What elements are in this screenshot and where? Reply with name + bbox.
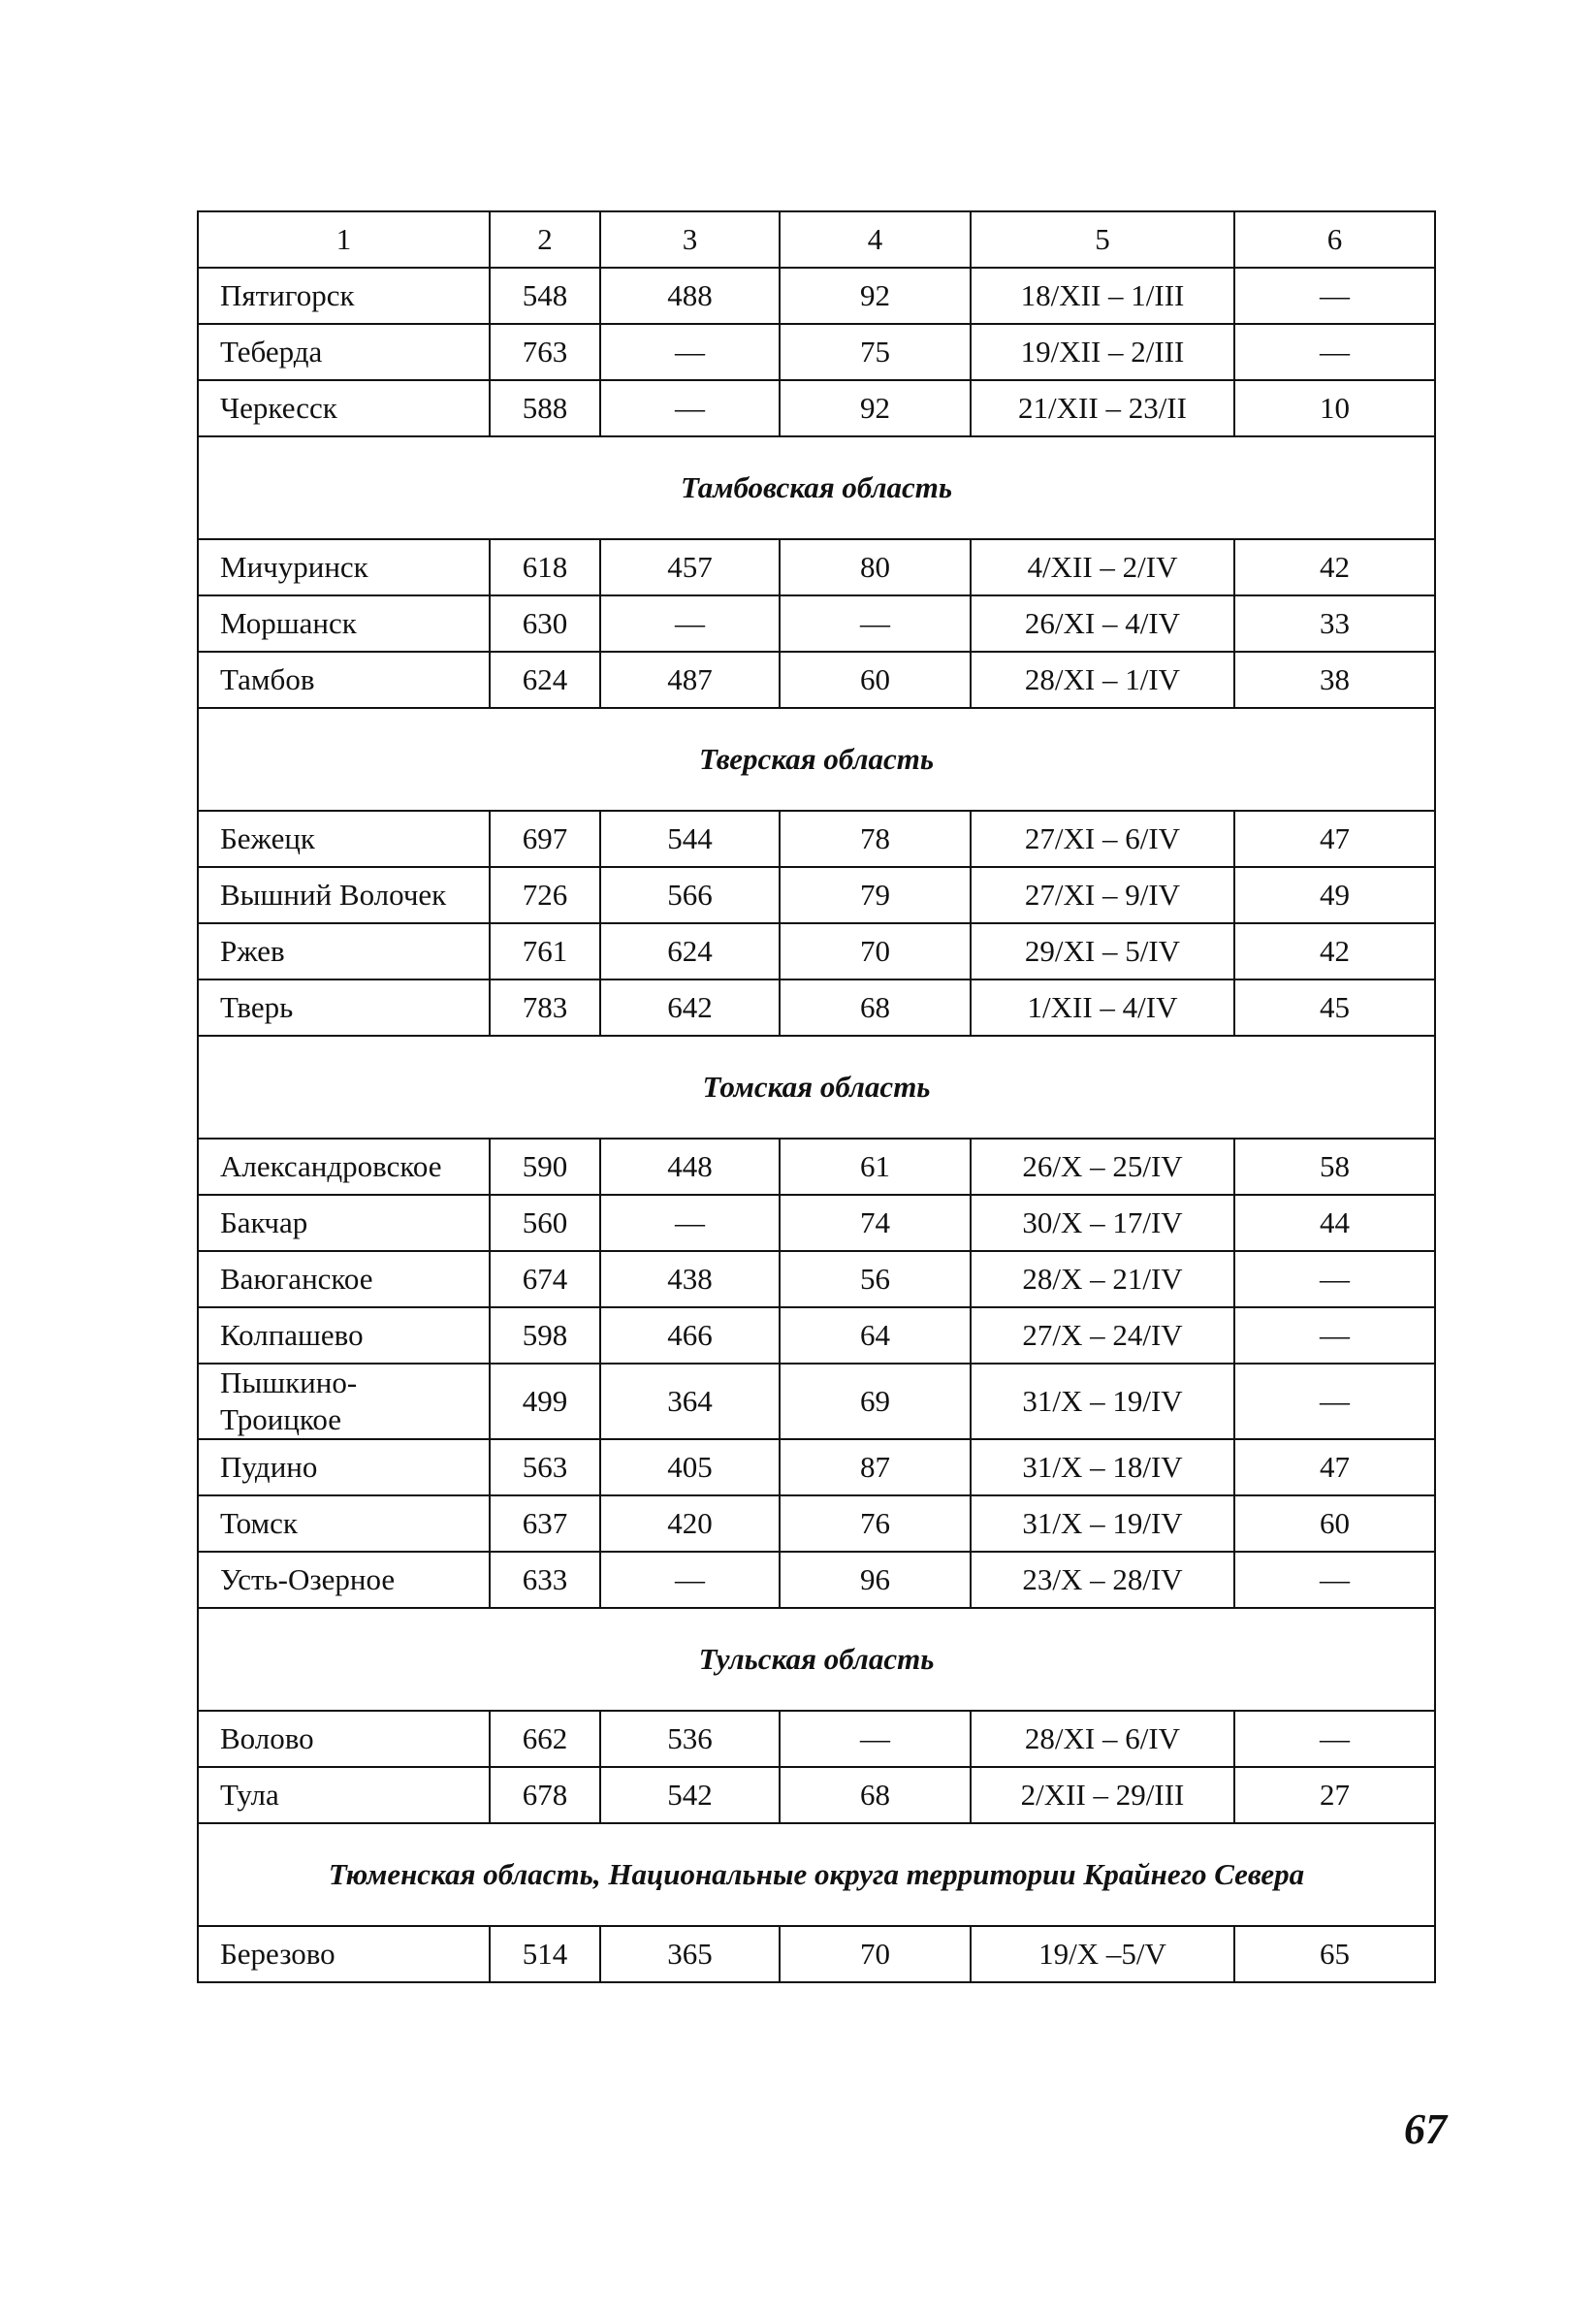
station-name-cell <box>198 380 490 436</box>
table-cell: 514 <box>490 1926 600 1982</box>
table-cell: 76 <box>780 1495 971 1552</box>
station-name-cell <box>198 1139 490 1195</box>
station-name-cell <box>198 811 490 867</box>
table-cell: 64 <box>780 1307 971 1364</box>
table-cell: 30/X – 17/IV <box>971 1195 1234 1251</box>
table-cell: 364 <box>600 1364 780 1439</box>
table-cell: 499 <box>490 1364 600 1439</box>
station-name: Ваюганское <box>220 1262 373 1296</box>
table-cell: 26/X – 25/IV <box>971 1139 1234 1195</box>
table-cell: 47 <box>1234 811 1435 867</box>
table-cell: 27/XI – 9/IV <box>971 867 1234 923</box>
station-name: Тверь <box>220 990 294 1024</box>
table-cell: 92 <box>780 380 971 436</box>
table-cell: 74 <box>780 1195 971 1251</box>
table-row <box>198 1251 1435 1307</box>
table-cell: 763 <box>490 324 600 380</box>
table-cell: 61 <box>780 1139 971 1195</box>
table-cell: 18/XII – 1/III <box>971 268 1234 324</box>
table-cell: 488 <box>600 268 780 324</box>
table-cell: — <box>780 595 971 652</box>
station-name: Волово <box>220 1721 314 1755</box>
station-name-cell <box>198 1251 490 1307</box>
station-name-cell <box>198 1926 490 1982</box>
region-heading: Тульская область <box>198 1608 1435 1711</box>
column-header: 2 <box>490 211 600 268</box>
table-cell: — <box>1234 1251 1435 1307</box>
station-name-cell <box>198 1364 490 1439</box>
table-cell: 10 <box>1234 380 1435 436</box>
station-name: Ржев <box>220 934 285 968</box>
table-row <box>198 1364 1435 1439</box>
table-cell: — <box>1234 324 1435 380</box>
region-heading: Тамбовская область <box>198 436 1435 539</box>
table-cell: 566 <box>600 867 780 923</box>
table-row <box>198 1439 1435 1495</box>
table-cell: 19/X –5/V <box>971 1926 1234 1982</box>
table-cell: 466 <box>600 1307 780 1364</box>
table-cell: 28/X – 21/IV <box>971 1251 1234 1307</box>
table-cell: — <box>1234 1552 1435 1608</box>
station-name: Березово <box>220 1937 335 1971</box>
station-name-cell <box>198 867 490 923</box>
table-row <box>198 979 1435 1036</box>
table-cell: 58 <box>1234 1139 1435 1195</box>
table-row <box>198 595 1435 652</box>
table-cell: 60 <box>780 652 971 708</box>
table-cell: — <box>600 1552 780 1608</box>
table-cell: 42 <box>1234 923 1435 979</box>
station-name-cell <box>198 1711 490 1767</box>
table-cell: 598 <box>490 1307 600 1364</box>
station-name-cell <box>198 1767 490 1823</box>
station-name: Александровское <box>220 1149 442 1183</box>
table-cell: — <box>1234 268 1435 324</box>
table-cell: 633 <box>490 1552 600 1608</box>
table-cell: 65 <box>1234 1926 1435 1982</box>
station-name: Пятигорск <box>220 278 355 312</box>
table-cell: 438 <box>600 1251 780 1307</box>
region-heading-row <box>198 1608 1435 1711</box>
table-row <box>198 1767 1435 1823</box>
table-cell: 544 <box>600 811 780 867</box>
table-cell: — <box>780 1711 971 1767</box>
region-heading: Тверская область <box>198 708 1435 811</box>
table-cell: 70 <box>780 923 971 979</box>
table-cell: — <box>1234 1307 1435 1364</box>
station-name-cell <box>198 979 490 1036</box>
table-cell: 590 <box>490 1139 600 1195</box>
station-name: Бежецк <box>220 821 315 855</box>
station-name-cell <box>198 324 490 380</box>
column-header: 1 <box>198 211 490 268</box>
table-cell: 365 <box>600 1926 780 1982</box>
table-cell: 678 <box>490 1767 600 1823</box>
table-cell: 448 <box>600 1139 780 1195</box>
station-name: Пышкино- Троицкое <box>220 1365 358 1436</box>
table-cell: 548 <box>490 268 600 324</box>
table-cell: 70 <box>780 1926 971 1982</box>
table-cell: 1/XII – 4/IV <box>971 979 1234 1036</box>
table-cell: 31/X – 18/IV <box>971 1439 1234 1495</box>
table-row <box>198 811 1435 867</box>
table-cell: 56 <box>780 1251 971 1307</box>
table-cell: 642 <box>600 979 780 1036</box>
table-cell: 68 <box>780 1767 971 1823</box>
station-name-cell <box>198 1195 490 1251</box>
table-cell: 420 <box>600 1495 780 1552</box>
table-row <box>198 324 1435 380</box>
region-heading: Тюменская область, Национальные округа территории Крайнего Севера <box>198 1823 1435 1926</box>
table-cell: 60 <box>1234 1495 1435 1552</box>
station-name: Колпашево <box>220 1318 364 1352</box>
table-cell: 47 <box>1234 1439 1435 1495</box>
table-row <box>198 268 1435 324</box>
table-cell: 29/XI – 5/IV <box>971 923 1234 979</box>
table-row <box>198 1711 1435 1767</box>
table-cell: 21/XII – 23/II <box>971 380 1234 436</box>
table-row <box>198 380 1435 436</box>
table-cell: 44 <box>1234 1195 1435 1251</box>
station-name-cell <box>198 652 490 708</box>
table-cell: 31/X – 19/IV <box>971 1495 1234 1552</box>
table-row <box>198 923 1435 979</box>
station-name-cell <box>198 1439 490 1495</box>
table-cell: 68 <box>780 979 971 1036</box>
table-cell: 31/X – 19/IV <box>971 1364 1234 1439</box>
station-name: Моршанск <box>220 606 357 640</box>
table-cell: 637 <box>490 1495 600 1552</box>
table-cell: 624 <box>600 923 780 979</box>
region-heading: Томская область <box>198 1036 1435 1139</box>
station-name: Теберда <box>220 335 323 369</box>
table-cell: 624 <box>490 652 600 708</box>
station-name-cell <box>198 539 490 595</box>
column-header: 6 <box>1234 211 1435 268</box>
table-cell: 27/X – 24/IV <box>971 1307 1234 1364</box>
table-cell: 783 <box>490 979 600 1036</box>
table-cell: 38 <box>1234 652 1435 708</box>
table-row <box>198 1195 1435 1251</box>
table-cell: 618 <box>490 539 600 595</box>
table-cell: — <box>600 324 780 380</box>
table-cell: — <box>600 1195 780 1251</box>
page-number: 67 <box>1404 2105 1447 2153</box>
table-row <box>198 652 1435 708</box>
table-cell: 92 <box>780 268 971 324</box>
climate-data-table <box>197 210 1436 1983</box>
table-cell: 726 <box>490 867 600 923</box>
station-name: Бакчар <box>220 1205 308 1239</box>
region-heading-row <box>198 1036 1435 1139</box>
table-cell: 26/XI – 4/IV <box>971 595 1234 652</box>
column-header: 4 <box>780 211 971 268</box>
station-name-cell <box>198 923 490 979</box>
table-cell: — <box>600 595 780 652</box>
table-row <box>198 1552 1435 1608</box>
table-row <box>198 1139 1435 1195</box>
table-cell: 563 <box>490 1439 600 1495</box>
table-cell: 4/XII – 2/IV <box>971 539 1234 595</box>
station-name-cell <box>198 595 490 652</box>
table-cell: 19/XII – 2/III <box>971 324 1234 380</box>
table-cell: 662 <box>490 1711 600 1767</box>
station-name-cell <box>198 1552 490 1608</box>
table-cell: — <box>600 380 780 436</box>
table-cell: 2/XII – 29/III <box>971 1767 1234 1823</box>
table-cell: 697 <box>490 811 600 867</box>
station-name-cell <box>198 1495 490 1552</box>
table-cell: 80 <box>780 539 971 595</box>
table-cell: 45 <box>1234 979 1435 1036</box>
region-heading-row <box>198 708 1435 811</box>
table-cell: 87 <box>780 1439 971 1495</box>
region-heading-row <box>198 1823 1435 1926</box>
station-name: Пудино <box>220 1450 318 1484</box>
station-name: Черкесск <box>220 391 337 425</box>
table-cell: 96 <box>780 1552 971 1608</box>
station-name-cell <box>198 1307 490 1364</box>
table-cell: 27/XI – 6/IV <box>971 811 1234 867</box>
table-row <box>198 867 1435 923</box>
table-cell: 75 <box>780 324 971 380</box>
table-cell: 28/XI – 6/IV <box>971 1711 1234 1767</box>
station-name: Усть-Озерное <box>220 1562 396 1596</box>
table-cell: 674 <box>490 1251 600 1307</box>
table-cell: 78 <box>780 811 971 867</box>
table-cell: 536 <box>600 1711 780 1767</box>
table-row <box>198 1495 1435 1552</box>
station-name: Мичуринск <box>220 550 368 584</box>
table-header-row <box>198 211 1435 268</box>
table-cell: 33 <box>1234 595 1435 652</box>
table-cell: 49 <box>1234 867 1435 923</box>
table-row <box>198 1926 1435 1982</box>
table-cell: 560 <box>490 1195 600 1251</box>
station-name: Вышний Волочек <box>220 878 447 912</box>
table-cell: 588 <box>490 380 600 436</box>
table-cell: 79 <box>780 867 971 923</box>
table-cell: 23/X – 28/IV <box>971 1552 1234 1608</box>
table-cell: 28/XI – 1/IV <box>971 652 1234 708</box>
table-row <box>198 539 1435 595</box>
table-cell: 630 <box>490 595 600 652</box>
station-name-cell <box>198 268 490 324</box>
table-cell: 405 <box>600 1439 780 1495</box>
table-row <box>198 1307 1435 1364</box>
station-name: Тамбов <box>220 662 315 696</box>
table-cell: 27 <box>1234 1767 1435 1823</box>
region-heading-row <box>198 436 1435 539</box>
column-header: 5 <box>971 211 1234 268</box>
station-name: Томск <box>220 1506 298 1540</box>
station-name: Тула <box>220 1778 279 1812</box>
table-cell: — <box>1234 1711 1435 1767</box>
table-cell: 457 <box>600 539 780 595</box>
table-cell: 487 <box>600 652 780 708</box>
table-cell: 69 <box>780 1364 971 1439</box>
table-cell: 761 <box>490 923 600 979</box>
column-header: 3 <box>600 211 780 268</box>
table-cell: 542 <box>600 1767 780 1823</box>
table-cell: 42 <box>1234 539 1435 595</box>
table-cell: — <box>1234 1364 1435 1439</box>
